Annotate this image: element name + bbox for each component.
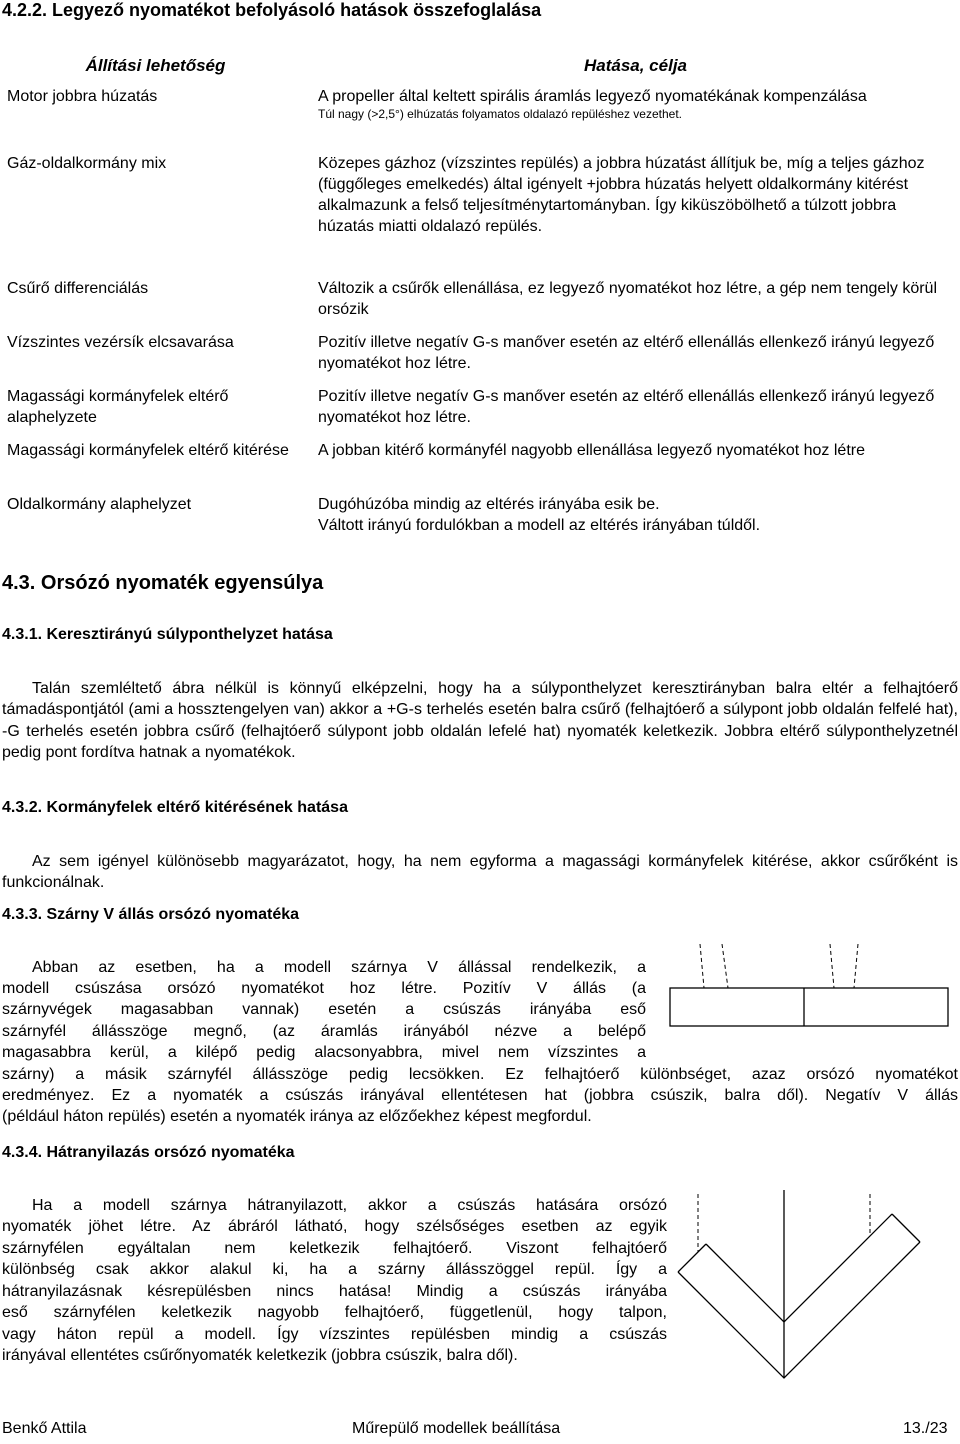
table-cell-left: Csűrő differenciálás [7,280,149,297]
table-row [0,332,960,386]
paragraph-line: irányával ellentétes csűrőnyomaték keletkezik (jobbra csúszik, balra dől). [2,1347,518,1364]
table-cell-right: Pozitív illetve negatív G-s manőver esetén az eltérő ellenállás ellenkező irányú legyező nyomatékot hoz létre. [318,388,935,426]
table-cell-left: Magassági kormányfelek eltérő kitérése [7,442,289,459]
table-cell-left: Magassági kormányfelek eltérő alaphelyzete [7,388,229,426]
paragraph-line: vagy háton repül a modell. Így vízszintes repülésben mindig a csúszás [2,1326,667,1343]
table-row [0,153,960,278]
section-title: 4.3.3. Szárny V állás orsózó nyomatéka [2,906,300,923]
paragraph-line: modell csúszása orsózó nyomatékot hoz létre. Pozitív V állás (a [2,980,646,997]
table-cell-left: Motor jobbra húzatás [7,88,158,105]
table-header-left: Állítási lehetőség [85,56,226,75]
footer-page: 13./23 [903,1420,948,1437]
table-cell-text: Dugóhúzóba mindig az eltérés irányába esik be. [318,496,660,513]
paragraph: Az sem igényel különösebb magyarázatot, hogy, ha nem egyforma a magassági kormányfelek kitérése, akkor csűrőként is funkcionálnak. [2,853,958,892]
paragraph-line: szárny) a másik szárnyfél állásszöge pedig lecsökken. Ez felhajtóerő különbséget, azaz orsózó nyomatékot [2,1066,958,1083]
table-cell-right [311,494,960,544]
table-cell-note: Túl nagy (>2,5°) elhúzatás folyamatos oldalazó repüléshez vezethet. [318,107,683,121]
table-cell-right [311,86,960,153]
section-title: 4.3.4. Hátranyilazás orsózó nyomatéka [2,1144,295,1161]
footer-author: Benkő Attila [2,1420,87,1437]
wing-outline [670,988,948,1026]
table-row [0,278,960,332]
paragraph: Talán szemléltető ábra nélkül is könnyű elképzelni, hogy ha a súlyponthelyzet keresztirányban balra eltér a felhajtóerő támadáspontjától (ami a hossztengelyen van) akkor a +G-s terhelés esetén balra csűrő (felhajtóerő a súlypont jobb oldalán felfelé hat), -G terhelés esetén jobbra csűrő (felhajtóerő súlypont jobb oldalán lefelé hat) nyomaték keletkezik. Jobbra eltérő súlyponthelyzetnél pedig pont fordítva hatnak a nyomatékok. [2,680,958,761]
table-cell-text: Váltott irányú fordulókban a modell az eltérés irányában túldől. [318,517,761,534]
table-cell-right: Pozitív illetve negatív G-s manőver esetén az eltérő ellenállás ellenkező irányú legyező nyomatékot hoz létre. [318,334,935,372]
paragraph-line: különbség csak akkor alakul ki, ha a szárny állásszöggel repül. Így a [2,1261,667,1278]
paragraph-line: szárnyfél állásszöge megnő, (az áramlás irányából nézve a belépő [2,1023,646,1040]
table-cell-right: Változik a csűrők ellenállása, ez legyező nyomatékot hoz létre, a gép nem tengely körül orsózik [318,280,938,318]
table-cell-left: Oldalkormány alaphelyzet [7,496,192,513]
table-cell-left: Vízszintes vezérsík elcsavarása [7,334,234,351]
paragraph-line: magasabbra kerül, a kilépő pedig alacsonyabbra, mivel nem vízszintes a [2,1044,646,1061]
table-row [0,86,960,153]
paragraph-line: hátranyilazásnak késrepülésben nincs hatása! Mindig a csúszás irányába [2,1283,667,1300]
section-title: 4.3.2. Kormányfelek eltérő kitérésének hatása [2,799,348,816]
table-cell-right: A jobban kitérő kormányfél nagyobb ellenállása legyező nyomatékot hoz létre [318,442,865,459]
paragraph-line: eső szárnyfélen keletkezik nagyobb felhajtóerő, függetlenül, hogy talpon, [2,1304,667,1321]
paragraph-line: (például háton repülés) esetén a nyomaték iránya az előzőekhez képest megfordul. [2,1108,592,1125]
swept-wing-figure [672,1190,960,1380]
section-title: 4.2.2. Legyező nyomatékot befolyásoló hatások összefoglalása [2,0,542,20]
paragraph-line: Abban az esetben, ha a modell szárnya V állással rendelkezik, a [32,959,646,976]
table-row [0,440,960,494]
paragraph-line: Ha a modell szárnya hátranyilazott, akkor a csúszás hatására orsózó [32,1197,667,1214]
swept-wing-outline [678,1190,920,1378]
table-cell-text: A propeller által keltett spirális áramlás legyező nyomatékának kompenzálása [318,88,867,105]
section-title: 4.3. Orsózó nyomaték egyensúlya [2,572,324,594]
table-cell-right: Közepes gázhoz (vízszintes repülés) a jobbra húzatást állítjuk be, míg a teljes gázhoz (függőleges emelkedés) által igényelt +jobbra húzatás helyett oldalkormány kitérést alkalmazunk a felső teljesítménytartományban. Így kiküszöbölhető a túlzott jobbra húzatás miatti oldalazó repülés. [318,155,925,235]
section-title: 4.3.1. Keresztirányú súlyponthelyzet hatása [2,626,333,643]
paragraph-line: szárnyvégek magasabban vannak) esetén a csúszás irányába eső [2,1001,646,1018]
table-header-row [0,46,960,86]
footer-title: Műrepülő modellek beállítása [352,1420,561,1437]
paragraph-line: eredményez. Ez a nyomaték a csúszás irányával ellentétesen hat (jobbra csúszik, balra dől). Negatív V állás [2,1087,958,1104]
summary-table [0,46,960,544]
table-row [0,386,960,440]
paragraph-line: nyomaték jöhet létre. Az ábráról látható, hogy szélsőséges esetben az egyik [2,1218,667,1235]
table-cell-left: Gáz-oldalkormány mix [7,155,167,172]
wing-dihedral-figure [662,944,960,1058]
projection-lines [700,944,858,988]
table-row [0,494,960,544]
table-header-right: Hatása, célja [583,56,687,75]
paragraph-line: szárnyfélen egyáltalan nem keletkezik felhajtóerő. Viszont felhajtóerő [2,1240,667,1257]
